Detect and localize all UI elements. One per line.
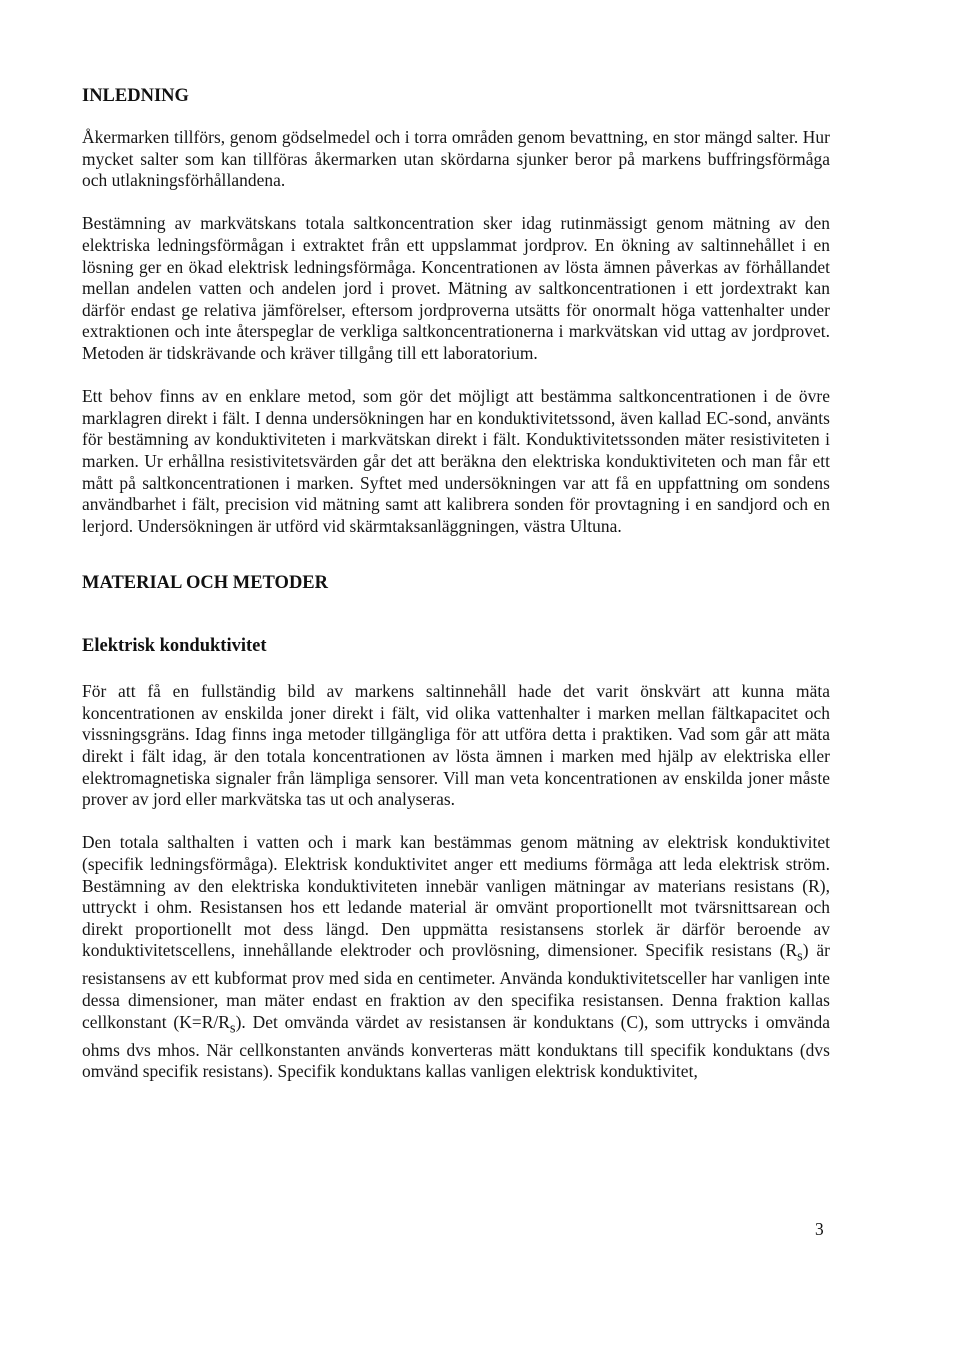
paragraph-inledning-1: Åkermarken tillförs, genom gödselmedel och i torra områden genom bevattning, en stor mängd salter. Hur mycket salter som kan tillföras åkermarken utan skördarna sjunker beror på markens buffringsförmåga och utlakningsförhållandena. — [82, 127, 830, 191]
subscript-s-2: s — [229, 1020, 236, 1037]
document-page — [82, 86, 830, 1083]
paragraph-material-1: För att få en fullständig bild av markens saltinnehåll hade det varit önskvärt att kunna mäta koncentrationen av enskilda joner direkt i fält, vid olika vattenhalter i marken mellan fältkapacitet och vissningsgräns. Idag finns inga metoder tillgängliga för att utföra detta i praktiken. Vad som går att mäta direkt i fält idag, är den totala koncentrationen av lösta ämnen i marken med hjälp av elektriska eller elektromagnetiska signaler från lämpliga sensorer. Vill man veta koncentrationen av enskilda joner måste prover av jord eller markvätska tas ut och analyseras. — [82, 681, 830, 810]
heading-inledning: INLEDNING — [82, 86, 189, 106]
paragraph-material-2-part2: ) är resistansens av ett kubformat prov med sida en centimeter. Använda konduktivitetsceller har vanligen inte dessa dimensioner, man mäter endast en fraktion av den specifika resistansen. Denna fraktion kallas cellkonstant (K=R/R — [82, 940, 830, 1032]
subheading-elektrisk-konduktivitet: Elektrisk konduktivitet — [82, 636, 267, 657]
subscript-s-1: s — [797, 948, 803, 965]
paragraph-material-2-part1: Den totala salthalten i vatten och i mark kan bestämmas genom mätning av elektrisk konduktivitet (specifik ledningsförmåga). Elektrisk konduktivitet anger ett mediums förmåga att leda elektrisk ström. Bestämning av den elektriska konduktiviteten innebär vanligen mätningar av materians resistans (R), uttryckt i ohm. Resistansen hos ett ledande material är omvänt proportionellt mot tvärsnittsarean och direkt proportionellt mot dess längd. Den uppmätta resistansens storlek är därför beroende av konduktivitetscellens, innehållande elektroder och provlösning, dimensioner. Specifik resistans (R — [82, 832, 830, 961]
heading-material-och-metoder: MATERIAL OCH METODER — [82, 573, 329, 594]
paragraph-inledning-3: Ett behov finns av en enklare metod, som gör det möjligt att bestämma saltkoncentrationen i de övre marklagren direkt i fält. I denna undersökningen har en konduktivitetssond, även kallad EC-sond, använts för bestämning av konduktiviteten i markvätskan direkt i fält. Konduktivitetssonden mäter resistiviteten i marken. Ur erhållna resistivitetsvärden går det att beräkna den elektriska konduktiviteten och man får ett mått på saltkoncentrationen i marken. Syftet med undersökningen var att få en uppfattning om sondens användbarhet i fält, precision vid mätning samt att kalibrera sonden för provtagning i en sandjord och en lerjord. Undersökningen är utförd vid skärmtaksanläggningen, västra Ultuna. — [82, 386, 830, 536]
paragraph-inledning-2: Bestämning av markvätskans totala saltkoncentration sker idag rutinmässigt genom mätning av den elektriska ledningsförmågan i extraktet från ett uppslammat jordprov. En ökning av saltinnehållet i en lösning ger en ökad elektrisk ledningsförmåga. Koncentrationen av lösta ämnen påverkas av förhållandet mellan andelen vatten och andelen jord i provet. Mätning av saltkoncentrationen i ett jordextrakt kan därför endast ge relativa jämförelser, eftersom jordproverna utsätts för onormalt höga vattenhalter under extraktionen och inte återspeglar de verkliga saltkoncentrationerna i markvätskan vid uttag av jordprovet. Metoden är tidskrävande och kräver tillgång till ett laboratorium. — [82, 213, 830, 363]
paragraph-material-2 — [82, 832, 830, 1082]
page-number: 3 — [815, 1219, 824, 1239]
paragraph-material-2-part3: ). Det omvända värdet av resistansen är konduktans (C), som uttrycks i omvända ohms dvs mhos. När cellkonstanten används konverteras mätt konduktans till specifik konduktans (dvs omvänd specifik resistans). Specifik konduktans kallas vanligen elektrisk konduktivitet, — [82, 1011, 830, 1082]
